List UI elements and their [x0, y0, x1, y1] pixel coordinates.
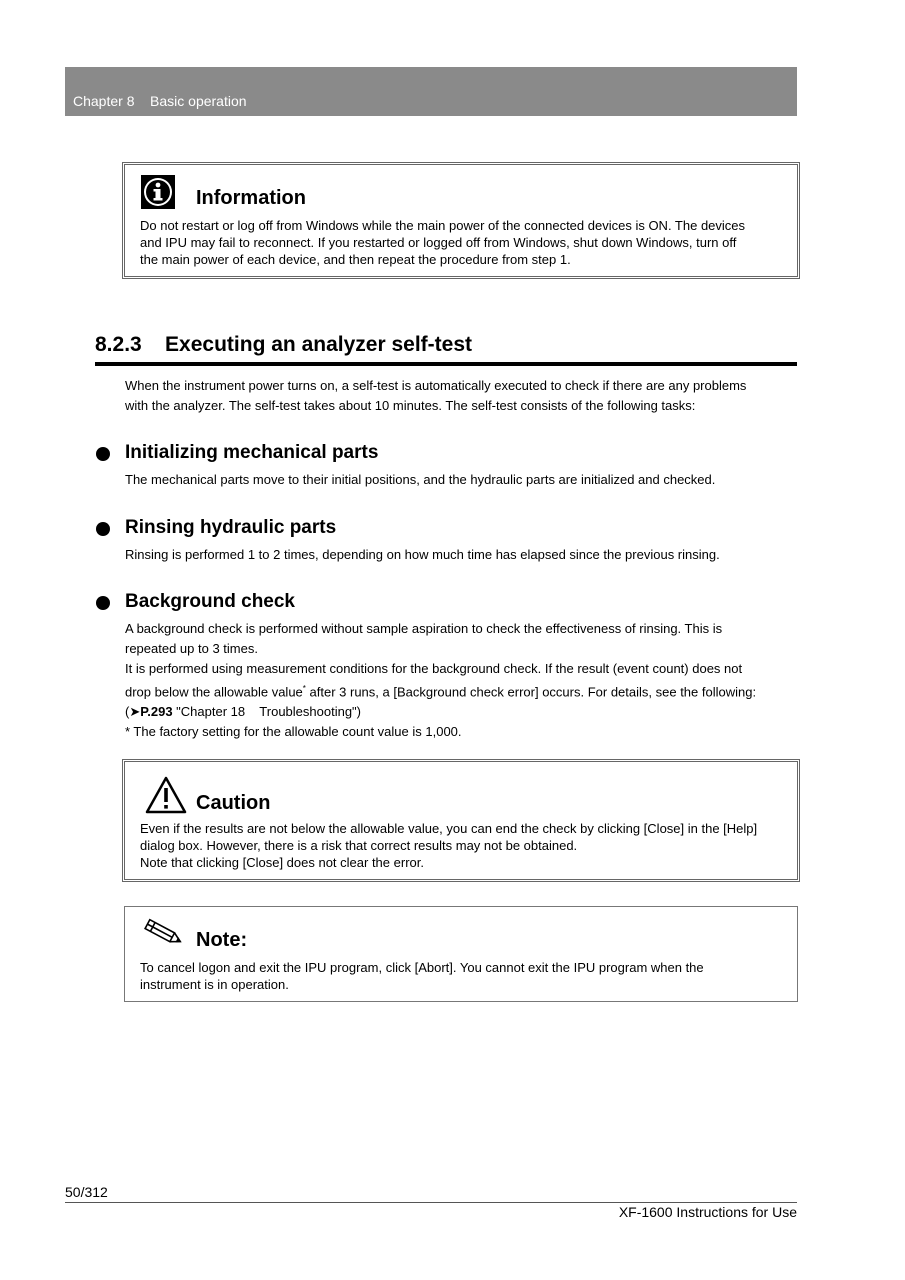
task-text-initializing: The mechanical parts move to their initial positions, and the hydraulic parts are initialized and checked.: [125, 472, 716, 487]
bullet-icon: [96, 522, 110, 536]
page-reference-link[interactable]: P.293: [140, 704, 173, 720]
cross-reference: [125, 702, 805, 722]
footnote: * The factory setting for the allowable count value is 1,000.: [125, 724, 462, 740]
background-text: after 3 runs, a [Background check error] occurs. For details, see the following:: [305, 684, 757, 700]
caution-line: Note that clicking [Close] does not clear the error.: [140, 855, 424, 870]
information-box: [122, 162, 800, 279]
task-text-rinsing: Rinsing is performed 1 to 2 times, depending on how much time has elapsed since the previous rinsing.: [125, 547, 720, 562]
note-box: [124, 906, 798, 1002]
note-text: [140, 959, 704, 993]
ref-open: (: [125, 704, 130, 720]
caution-line: dialog box. However, there is a risk that correct results may not be obtained.: [140, 838, 578, 853]
note-line: To cancel logon and exit the IPU program, click [Abort]. You cannot exit the IPU program when the: [140, 960, 704, 975]
bullet-icon: [96, 596, 110, 610]
section-intro: [125, 376, 746, 416]
pencil-icon: [139, 916, 185, 950]
caution-box: [122, 759, 800, 882]
info-icon: [141, 175, 175, 209]
note-line: instrument is in operation.: [140, 977, 289, 992]
information-text: [140, 217, 745, 268]
background-line: A background check is performed without sample aspiration to check the effectiveness of rinsing. This is: [125, 621, 723, 636]
chapter-header-title: Chapter 8 Basic operation: [73, 93, 247, 109]
footnote-marker: *: [302, 684, 306, 693]
information-line: and IPU may fail to reconnect. If you restarted or logged off from Windows, shut down Windows, turn off: [140, 235, 737, 250]
section-rule: [95, 362, 797, 366]
intro-line: When the instrument power turns on, a self-test is automatically executed to check if there are any problems: [125, 378, 747, 393]
information-title: Information: [196, 187, 306, 209]
intro-line: with the analyzer. The self-test takes about 10 minutes. The self-test consists of the following tasks:: [125, 398, 696, 413]
caution-line: Even if the results are not below the allowable value, you can end the check by clicking [Close] in the [Help]: [140, 821, 758, 836]
task-text-background: [125, 619, 805, 742]
information-line: the main power of each device, and then repeat the procedure from step 1.: [140, 252, 571, 267]
page-number: 50/312: [65, 1184, 108, 1200]
background-text: drop below the allowable value: [125, 684, 303, 700]
background-line: repeated up to 3 times.: [125, 641, 258, 656]
task-title-background: Background check: [125, 591, 295, 612]
ref-text: "Chapter 18 Troubleshooting"): [172, 704, 361, 720]
caution-text: [140, 820, 757, 871]
task-title-rinsing: Rinsing hydraulic parts: [125, 517, 337, 538]
information-line: Do not restart or log off from Windows while the main power of the connected devices is ON. The devices: [140, 218, 746, 233]
caution-title: Caution: [196, 792, 271, 814]
task-title-initializing: Initializing mechanical parts: [125, 442, 379, 463]
footer-rule: [65, 1202, 797, 1203]
bullet-icon: [96, 447, 110, 461]
arrow-icon: ➤: [129, 704, 141, 720]
document-title: XF-1600 Instructions for Use: [618, 1204, 797, 1220]
warning-icon: [145, 776, 187, 814]
note-title: Note:: [196, 929, 248, 951]
section-title: 8.2.3 Executing an analyzer self-test: [95, 333, 472, 356]
background-line: It is performed using measurement conditions for the background check. If the result (event count) does not: [125, 661, 743, 676]
background-line: [125, 679, 805, 702]
